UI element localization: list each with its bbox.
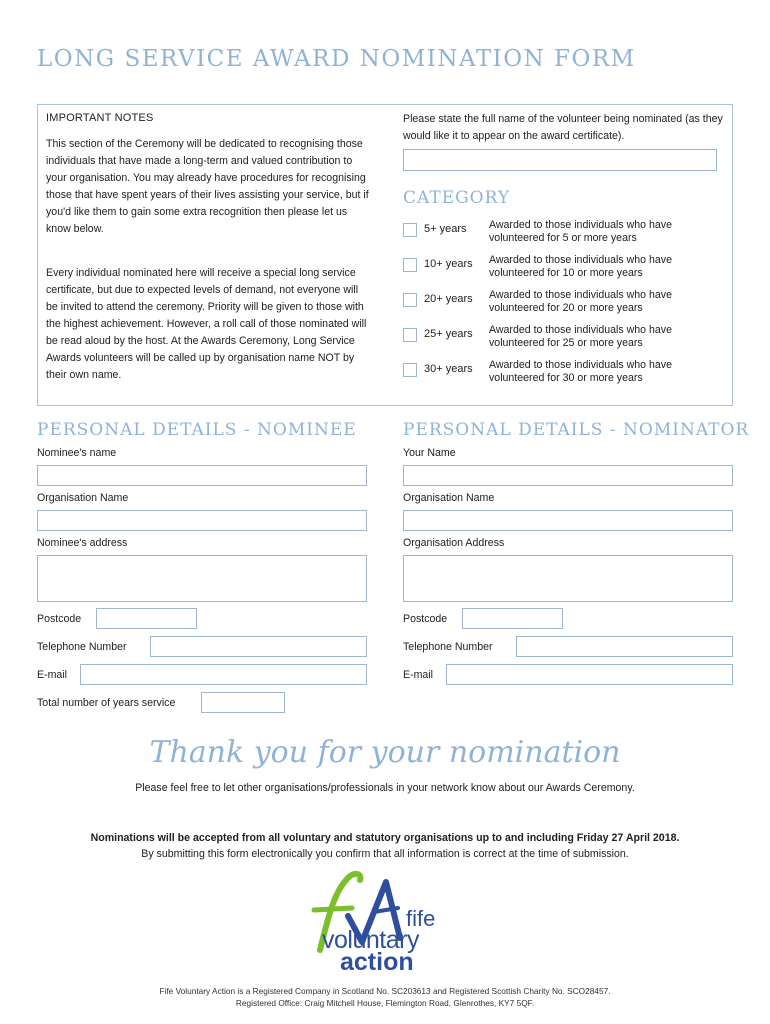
footer-line-1: Fife Voluntary Action is a Registered Company in Scotland No. SC203613 and Registered Scottish Charity No. SCO28457. — [159, 986, 611, 996]
notes-paragraph-1: This section of the Ceremony will be dedicated to recognising those individuals that have made a long-term and valued contribution to your organisation. You may already have procedures for recognising those that have spent years of their lives assisting your service, but if you'd like them to gain some extra recognition then please let us know below. — [46, 138, 369, 235]
nominee-phone-field[interactable] — [150, 636, 367, 657]
category-10-label: 10+ years — [424, 258, 473, 270]
category-option-30 — [403, 361, 728, 391]
category-5-description: Awarded to those individuals who have volunteered for 5 or more years — [489, 219, 672, 244]
category-25-checkbox[interactable] — [403, 328, 417, 342]
nominator-name-label: Your Name — [403, 447, 456, 459]
category-25-description: Awarded to those individuals who have volunteered for 25 or more years — [489, 324, 672, 349]
fva-logo — [300, 868, 460, 978]
share-message: Please feel free to let other organisations/professionals in your network know about our Awards Ceremony. — [135, 782, 635, 794]
category-heading: CATEGORY — [403, 188, 511, 208]
nominator-postcode-label: Postcode — [403, 613, 448, 625]
category-10-description: Awarded to those individuals who have volunteered for 10 or more years — [489, 254, 672, 279]
nominee-address-field[interactable] — [37, 555, 367, 602]
volunteer-name-field[interactable] — [403, 149, 717, 171]
category-30-label: 30+ years — [424, 363, 473, 375]
years-service-field[interactable] — [201, 692, 285, 713]
nominee-org-field[interactable] — [37, 510, 367, 531]
nominee-address-label: Nominee's address — [37, 537, 128, 549]
nominee-email-label: E-mail — [37, 669, 68, 681]
category-30-description: Awarded to those individuals who have volunteered for 30 or more years — [489, 359, 672, 384]
deadline-notice: Nominations will be accepted from all voluntary and statutory organisations up to and including Friday 27 April 2018. — [90, 832, 680, 844]
category-10-checkbox[interactable] — [403, 258, 417, 272]
category-20-label: 20+ years — [424, 293, 473, 305]
logo-voluntary-text: voluntary — [322, 926, 419, 954]
category-5-checkbox[interactable] — [403, 223, 417, 237]
category-option-5 — [403, 221, 728, 251]
nominee-email-field[interactable] — [80, 664, 367, 685]
submission-notice: By submitting this form electronically you confirm that all information is correct at the time of submission. — [141, 848, 629, 860]
category-30-checkbox[interactable] — [403, 363, 417, 377]
nominee-postcode-field[interactable] — [96, 608, 197, 629]
category-20-description: Awarded to those individuals who have volunteered for 20 or more years — [489, 289, 672, 314]
nominator-phone-field[interactable] — [516, 636, 733, 657]
important-notes-heading: IMPORTANT NOTES — [46, 112, 154, 124]
volunteer-name-label: Please state the full name of the volunteer being nominated (as they would like it to appear on the award certificate). — [403, 113, 723, 142]
nominator-org-field[interactable] — [403, 510, 733, 531]
footer-line-2: Registered Office: Craig Mitchell House, Flemington Road, Glenrothes, KY7 5QF. — [235, 998, 535, 1008]
logo-action-text: action — [340, 948, 414, 976]
category-option-20 — [403, 291, 728, 321]
form-title: LONG SERVICE AWARD NOMINATION FORM — [37, 46, 636, 72]
nominator-name-field[interactable] — [403, 465, 733, 486]
nominee-name-field[interactable] — [37, 465, 367, 486]
category-option-10 — [403, 256, 728, 286]
category-25-label: 25+ years — [424, 328, 473, 340]
nominee-postcode-label: Postcode — [37, 613, 82, 625]
thank-you-heading: Thank you for your nomination — [149, 735, 621, 770]
years-service-label: Total number of years service — [37, 697, 176, 709]
nominee-org-label: Organisation Name — [37, 492, 129, 504]
logo-fife-text: fife — [406, 906, 436, 931]
nominee-phone-label: Telephone Number — [37, 641, 127, 653]
notes-paragraph-2: Every individual nominated here will receive a special long service certificate, but due to expected levels of demand, not everyone will be invited to attend the ceremony. Priority will be given to those with the highest achievement. However, a roll call of those nominated will be read aloud by the host. At the Awards Ceremony, Long Service Awards volunteers will be called up by organisation name NOT by their own name. — [46, 267, 367, 381]
nominator-address-label: Organisation Address — [403, 537, 505, 549]
nominee-name-label: Nominee's name — [37, 447, 117, 459]
category-5-label: 5+ years — [424, 223, 467, 235]
nominator-address-field[interactable] — [403, 555, 733, 602]
nominator-phone-label: Telephone Number — [403, 641, 493, 653]
nominator-email-field[interactable] — [446, 664, 733, 685]
nominator-email-label: E-mail — [403, 669, 434, 681]
nominator-heading: PERSONAL DETAILS - NOMINATOR — [403, 420, 750, 440]
nominator-postcode-field[interactable] — [462, 608, 563, 629]
nominee-heading: PERSONAL DETAILS - NOMINEE — [37, 420, 357, 440]
category-option-25 — [403, 326, 728, 356]
category-20-checkbox[interactable] — [403, 293, 417, 307]
nominator-org-label: Organisation Name — [403, 492, 495, 504]
